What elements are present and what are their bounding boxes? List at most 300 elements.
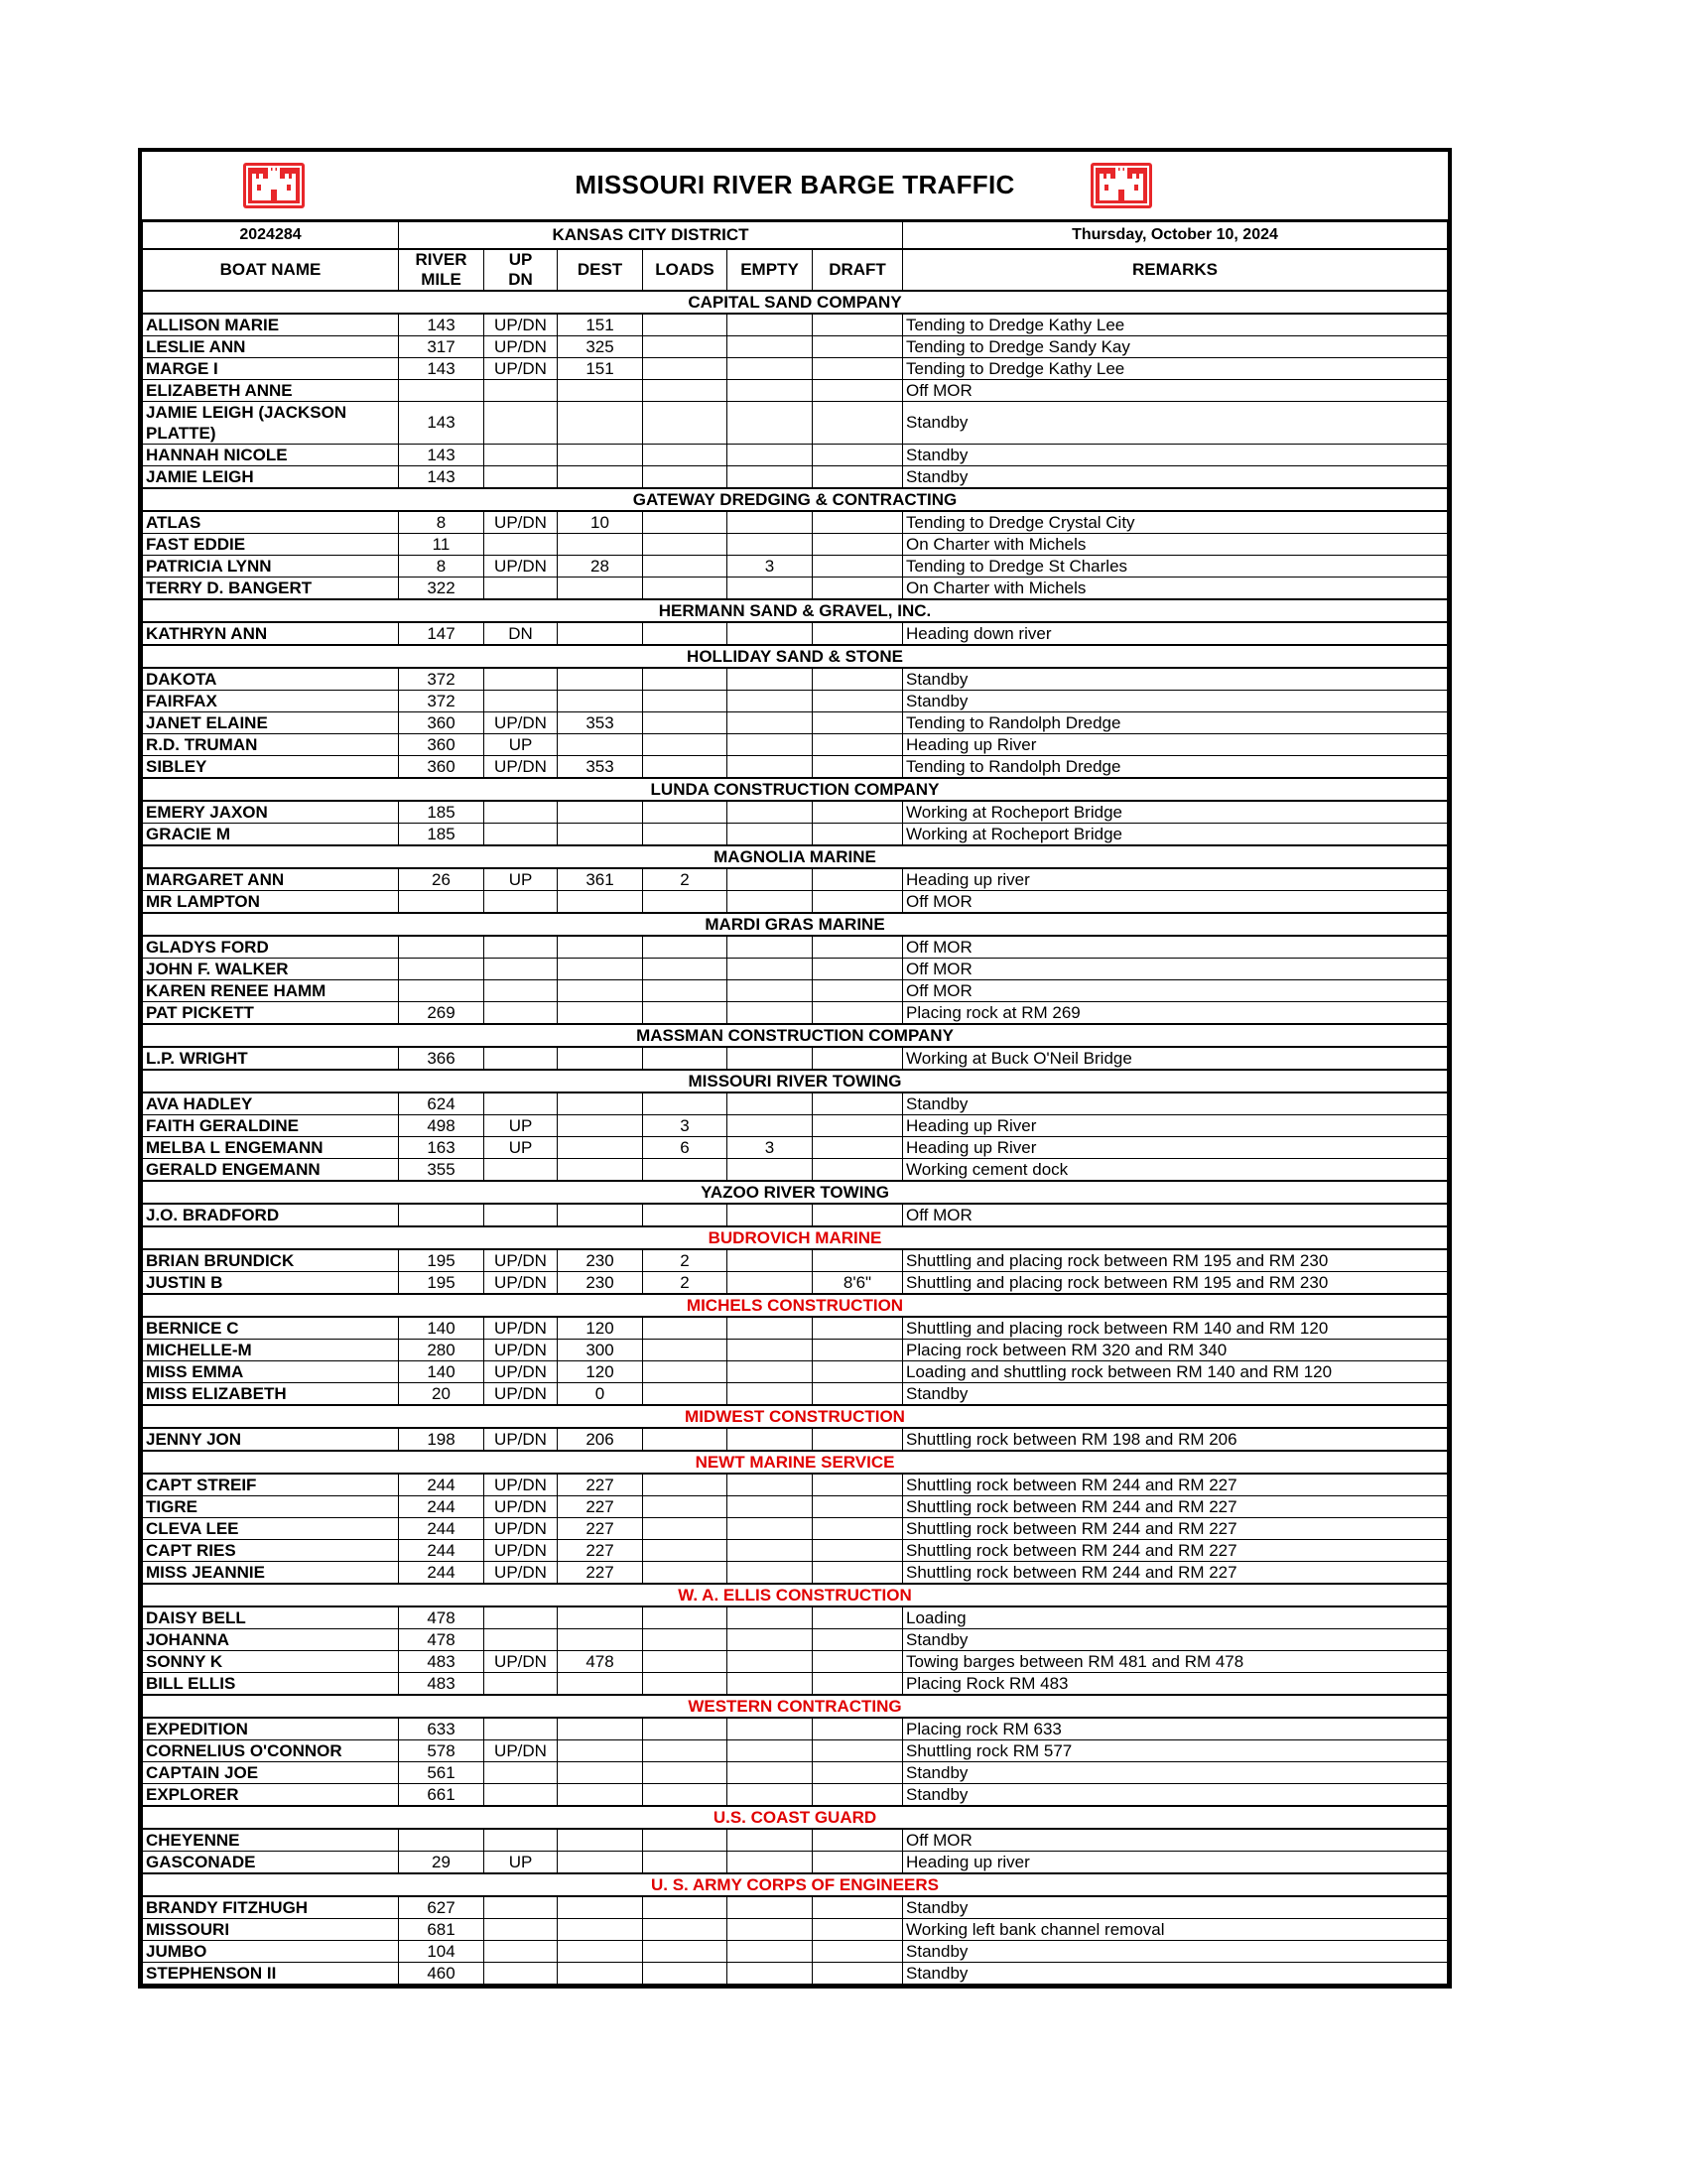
loads: 3 [643, 1115, 727, 1137]
direction: UP/DN [484, 556, 558, 578]
draft [813, 1092, 903, 1115]
direction: UP/DN [484, 1562, 558, 1585]
loads [643, 1852, 727, 1874]
direction [484, 691, 558, 712]
loads [643, 1340, 727, 1361]
boat-name: KATHRYN ANN [143, 622, 399, 645]
table-row [143, 1340, 1448, 1361]
destination: 353 [558, 756, 643, 779]
empty [727, 1428, 813, 1451]
table-row [143, 314, 1448, 336]
destination: 230 [558, 1272, 643, 1295]
remarks: Shuttling rock between RM 244 and RM 227 [903, 1540, 1448, 1562]
river-mile: 633 [399, 1718, 484, 1740]
river-mile: 269 [399, 1002, 484, 1025]
remarks: Tending to Dredge Sandy Kay [903, 336, 1448, 358]
draft [813, 314, 903, 336]
table-row [143, 691, 1448, 712]
boat-name: PATRICIA LYNN [143, 556, 399, 578]
direction [484, 1784, 558, 1807]
empty [727, 959, 813, 980]
draft [813, 1137, 903, 1159]
destination [558, 959, 643, 980]
draft [813, 1762, 903, 1784]
company-name: WESTERN CONTRACTING [143, 1695, 1448, 1718]
direction: UP/DN [484, 1249, 558, 1272]
empty [727, 1002, 813, 1025]
direction: UP/DN [484, 1740, 558, 1762]
loads [643, 1896, 727, 1919]
barge-traffic-table [142, 221, 1448, 1985]
empty [727, 668, 813, 691]
empty [727, 445, 813, 466]
empty [727, 1383, 813, 1406]
direction: UP/DN [484, 511, 558, 534]
empty [727, 511, 813, 534]
boat-name: JUMBO [143, 1941, 399, 1963]
river-mile: 578 [399, 1740, 484, 1762]
boat-name: DAISY BELL [143, 1606, 399, 1629]
company-header-row [143, 1070, 1448, 1092]
boat-name: CAPT RIES [143, 1540, 399, 1562]
table-row [143, 1474, 1448, 1496]
direction [484, 578, 558, 600]
direction [484, 402, 558, 445]
direction: UP [484, 868, 558, 891]
col-dest: DEST [558, 249, 643, 291]
boat-name: ALLISON MARIE [143, 314, 399, 336]
direction [484, 1629, 558, 1651]
river-mile: 143 [399, 445, 484, 466]
draft [813, 1540, 903, 1562]
table-row [143, 734, 1448, 756]
table-row [143, 1047, 1448, 1070]
river-mile: 143 [399, 358, 484, 380]
empty [727, 1361, 813, 1383]
remarks: Heading down river [903, 622, 1448, 645]
boat-name: GASCONADE [143, 1852, 399, 1874]
river-mile: 372 [399, 668, 484, 691]
company-header-row [143, 1451, 1448, 1474]
loads [643, 691, 727, 712]
river-mile: 198 [399, 1428, 484, 1451]
empty [727, 1784, 813, 1807]
table-row [143, 1002, 1448, 1025]
company-header-row [143, 1024, 1448, 1047]
loads [643, 534, 727, 556]
destination: 227 [558, 1496, 643, 1518]
river-mile: 29 [399, 1852, 484, 1874]
empty [727, 1115, 813, 1137]
loads [643, 1651, 727, 1673]
company-name: HOLLIDAY SAND & STONE [143, 645, 1448, 668]
empty: 3 [727, 556, 813, 578]
destination: 227 [558, 1518, 643, 1540]
river-mile [399, 980, 484, 1002]
empty [727, 402, 813, 445]
col-river-mile: RIVER MILE [399, 249, 484, 291]
remarks: Tending to Dredge Kathy Lee [903, 358, 1448, 380]
col-up-dn: UP DN [484, 249, 558, 291]
empty [727, 824, 813, 846]
remarks: Shuttling and placing rock between RM 140 and RM 120 [903, 1317, 1448, 1340]
remarks: Standby [903, 1383, 1448, 1406]
direction [484, 980, 558, 1002]
table-row [143, 1204, 1448, 1226]
loads [643, 1159, 727, 1182]
loads [643, 380, 727, 402]
destination [558, 1852, 643, 1874]
direction [484, 1941, 558, 1963]
table-row [143, 1249, 1448, 1272]
draft [813, 1340, 903, 1361]
loads [643, 622, 727, 645]
river-mile: 140 [399, 1317, 484, 1340]
river-mile: 147 [399, 622, 484, 645]
table-row [143, 1784, 1448, 1807]
empty [727, 891, 813, 914]
boat-name: BILL ELLIS [143, 1673, 399, 1696]
loads [643, 511, 727, 534]
river-mile: 163 [399, 1137, 484, 1159]
direction: UP/DN [484, 712, 558, 734]
remarks: Off MOR [903, 959, 1448, 980]
boat-name: ELIZABETH ANNE [143, 380, 399, 402]
boat-name: EXPLORER [143, 1784, 399, 1807]
draft [813, 445, 903, 466]
company-header-row [143, 913, 1448, 936]
direction: UP/DN [484, 1383, 558, 1406]
direction [484, 936, 558, 959]
company-header-row [143, 1181, 1448, 1204]
empty [727, 1272, 813, 1295]
river-mile: 681 [399, 1919, 484, 1941]
boat-name: JAMIE LEIGH (JACKSON PLATTE) [143, 402, 399, 445]
direction [484, 1762, 558, 1784]
boat-name: MICHELLE-M [143, 1340, 399, 1361]
destination [558, 1762, 643, 1784]
remarks: Standby [903, 691, 1448, 712]
table-row [143, 1562, 1448, 1585]
loads [643, 936, 727, 959]
company-header-row [143, 1226, 1448, 1249]
remarks: Off MOR [903, 891, 1448, 914]
company-header-row [143, 645, 1448, 668]
company-header-row [143, 778, 1448, 801]
loads [643, 1496, 727, 1518]
empty [727, 936, 813, 959]
direction: UP/DN [484, 1317, 558, 1340]
draft [813, 1361, 903, 1383]
remarks: Tending to Dredge St Charles [903, 556, 1448, 578]
table-row [143, 1718, 1448, 1740]
empty [727, 1047, 813, 1070]
remarks: Placing rock RM 633 [903, 1718, 1448, 1740]
loads [643, 1092, 727, 1115]
table-row [143, 1896, 1448, 1919]
river-mile: 460 [399, 1963, 484, 1985]
destination [558, 1137, 643, 1159]
destination [558, 1784, 643, 1807]
direction [484, 1002, 558, 1025]
direction [484, 668, 558, 691]
report-title-bar [142, 152, 1448, 221]
table-row [143, 801, 1448, 824]
direction: UP [484, 1137, 558, 1159]
direction [484, 1606, 558, 1629]
destination: 227 [558, 1540, 643, 1562]
draft [813, 1829, 903, 1852]
boat-name: CLEVA LEE [143, 1518, 399, 1540]
empty [727, 314, 813, 336]
remarks: Standby [903, 668, 1448, 691]
company-name: U.S. COAST GUARD [143, 1806, 1448, 1829]
draft [813, 712, 903, 734]
destination [558, 1919, 643, 1941]
table-row [143, 1540, 1448, 1562]
draft [813, 668, 903, 691]
direction [484, 801, 558, 824]
remarks: Loading and shuttling rock between RM 140 and RM 120 [903, 1361, 1448, 1383]
table-row [143, 402, 1448, 445]
empty [727, 1629, 813, 1651]
empty [727, 1317, 813, 1340]
remarks: On Charter with Michels [903, 534, 1448, 556]
destination [558, 668, 643, 691]
river-mile: 322 [399, 578, 484, 600]
company-header-row [143, 488, 1448, 511]
loads [643, 801, 727, 824]
boat-name: FAST EDDIE [143, 534, 399, 556]
loads [643, 1740, 727, 1762]
remarks: Standby [903, 1963, 1448, 1985]
destination [558, 1629, 643, 1651]
table-row [143, 1963, 1448, 1985]
empty [727, 801, 813, 824]
river-mile [399, 959, 484, 980]
company-header-row [143, 845, 1448, 868]
direction [484, 445, 558, 466]
loads [643, 1474, 727, 1496]
company-header-row [143, 1405, 1448, 1428]
river-mile [399, 936, 484, 959]
draft [813, 1002, 903, 1025]
river-mile: 104 [399, 1941, 484, 1963]
loads [643, 1829, 727, 1852]
draft [813, 1740, 903, 1762]
loads [643, 314, 727, 336]
boat-name: JUSTIN B [143, 1272, 399, 1295]
draft [813, 1606, 903, 1629]
table-row [143, 466, 1448, 489]
table-row [143, 556, 1448, 578]
draft [813, 1963, 903, 1985]
direction [484, 1963, 558, 1985]
remarks: Placing rock between RM 320 and RM 340 [903, 1340, 1448, 1361]
company-header-row [143, 1873, 1448, 1896]
remarks: Heading up river [903, 868, 1448, 891]
empty: 3 [727, 1137, 813, 1159]
boat-name: ATLAS [143, 511, 399, 534]
direction [484, 1047, 558, 1070]
loads [643, 1941, 727, 1963]
loads [643, 1317, 727, 1340]
empty [727, 1919, 813, 1941]
table-row [143, 1629, 1448, 1651]
boat-name: KAREN RENEE HAMM [143, 980, 399, 1002]
draft [813, 936, 903, 959]
river-mile: 8 [399, 556, 484, 578]
destination [558, 1829, 643, 1852]
company-name: MARDI GRAS MARINE [143, 913, 1448, 936]
empty [727, 358, 813, 380]
remarks: Shuttling rock between RM 244 and RM 227 [903, 1518, 1448, 1540]
remarks: Shuttling rock RM 577 [903, 1740, 1448, 1762]
river-mile: 8 [399, 511, 484, 534]
remarks: Working at Rocheport Bridge [903, 824, 1448, 846]
loads [643, 1428, 727, 1451]
loads [643, 445, 727, 466]
loads [643, 1204, 727, 1226]
boat-name: R.D. TRUMAN [143, 734, 399, 756]
direction: UP [484, 734, 558, 756]
direction: UP/DN [484, 1340, 558, 1361]
empty [727, 1829, 813, 1852]
draft [813, 1159, 903, 1182]
draft [813, 336, 903, 358]
direction [484, 959, 558, 980]
loads [643, 1518, 727, 1540]
destination [558, 824, 643, 846]
remarks: Standby [903, 466, 1448, 489]
table-row [143, 1317, 1448, 1340]
loads [643, 466, 727, 489]
draft [813, 756, 903, 779]
col-boat-name: BOAT NAME [143, 249, 399, 291]
boat-name: SONNY K [143, 1651, 399, 1673]
remarks: Shuttling rock between RM 244 and RM 227 [903, 1562, 1448, 1585]
direction [484, 1718, 558, 1740]
destination: 206 [558, 1428, 643, 1451]
boat-name: FAITH GERALDINE [143, 1115, 399, 1137]
district-name: KANSAS CITY DISTRICT [399, 222, 903, 250]
table-row [143, 1496, 1448, 1518]
direction: UP/DN [484, 1272, 558, 1295]
table-row [143, 511, 1448, 534]
boat-name: PAT PICKETT [143, 1002, 399, 1025]
company-header-row [143, 1294, 1448, 1317]
remarks: Loading [903, 1606, 1448, 1629]
empty [727, 534, 813, 556]
boat-name: CORNELIUS O'CONNOR [143, 1740, 399, 1762]
loads [643, 1606, 727, 1629]
destination: 325 [558, 336, 643, 358]
destination [558, 622, 643, 645]
direction [484, 1919, 558, 1941]
draft [813, 466, 903, 489]
empty [727, 1092, 813, 1115]
direction: UP/DN [484, 1428, 558, 1451]
boat-name: J.O. BRADFORD [143, 1204, 399, 1226]
remarks: Working left bank channel removal [903, 1919, 1448, 1941]
destination [558, 980, 643, 1002]
loads [643, 1762, 727, 1784]
remarks: Shuttling and placing rock between RM 195 and RM 230 [903, 1249, 1448, 1272]
empty [727, 1651, 813, 1673]
river-mile [399, 1204, 484, 1226]
direction: UP/DN [484, 336, 558, 358]
destination: 10 [558, 511, 643, 534]
boat-name: EXPEDITION [143, 1718, 399, 1740]
destination [558, 1941, 643, 1963]
loads [643, 959, 727, 980]
destination [558, 1718, 643, 1740]
river-mile: 624 [399, 1092, 484, 1115]
draft [813, 691, 903, 712]
draft [813, 1718, 903, 1740]
boat-name: GRACIE M [143, 824, 399, 846]
river-mile: 244 [399, 1540, 484, 1562]
direction: DN [484, 622, 558, 645]
company-name: MICHELS CONSTRUCTION [143, 1294, 1448, 1317]
river-mile: 143 [399, 466, 484, 489]
company-name: MISSOURI RIVER TOWING [143, 1070, 1448, 1092]
remarks: Standby [903, 1629, 1448, 1651]
company-header-row [143, 1695, 1448, 1718]
table-body [143, 291, 1448, 1985]
draft [813, 1428, 903, 1451]
river-mile: 244 [399, 1474, 484, 1496]
draft [813, 980, 903, 1002]
boat-name: EMERY JAXON [143, 801, 399, 824]
draft [813, 556, 903, 578]
river-mile: 143 [399, 402, 484, 445]
remarks: Standby [903, 445, 1448, 466]
table-row [143, 1829, 1448, 1852]
remarks: Towing barges between RM 481 and RM 478 [903, 1651, 1448, 1673]
empty [727, 691, 813, 712]
river-mile: 143 [399, 314, 484, 336]
loads [643, 668, 727, 691]
table-row [143, 336, 1448, 358]
river-mile [399, 380, 484, 402]
boat-name: JENNY JON [143, 1428, 399, 1451]
empty [727, 1606, 813, 1629]
draft [813, 1204, 903, 1226]
loads: 6 [643, 1137, 727, 1159]
col-empty: EMPTY [727, 249, 813, 291]
table-row [143, 891, 1448, 914]
boat-name: CAPT STREIF [143, 1474, 399, 1496]
destination: 0 [558, 1383, 643, 1406]
report-date: Thursday, October 10, 2024 [903, 222, 1448, 250]
remarks: Heading up River [903, 1137, 1448, 1159]
boat-name: MELBA L ENGEMANN [143, 1137, 399, 1159]
direction: UP/DN [484, 1496, 558, 1518]
remarks: Heading up River [903, 1115, 1448, 1137]
draft [813, 511, 903, 534]
boat-name: JANET ELAINE [143, 712, 399, 734]
table-row [143, 358, 1448, 380]
boat-name: GLADYS FORD [143, 936, 399, 959]
table-row [143, 980, 1448, 1002]
remarks: Off MOR [903, 980, 1448, 1002]
loads [643, 756, 727, 779]
loads [643, 1361, 727, 1383]
river-mile: 195 [399, 1272, 484, 1295]
empty [727, 1540, 813, 1562]
draft [813, 1317, 903, 1340]
